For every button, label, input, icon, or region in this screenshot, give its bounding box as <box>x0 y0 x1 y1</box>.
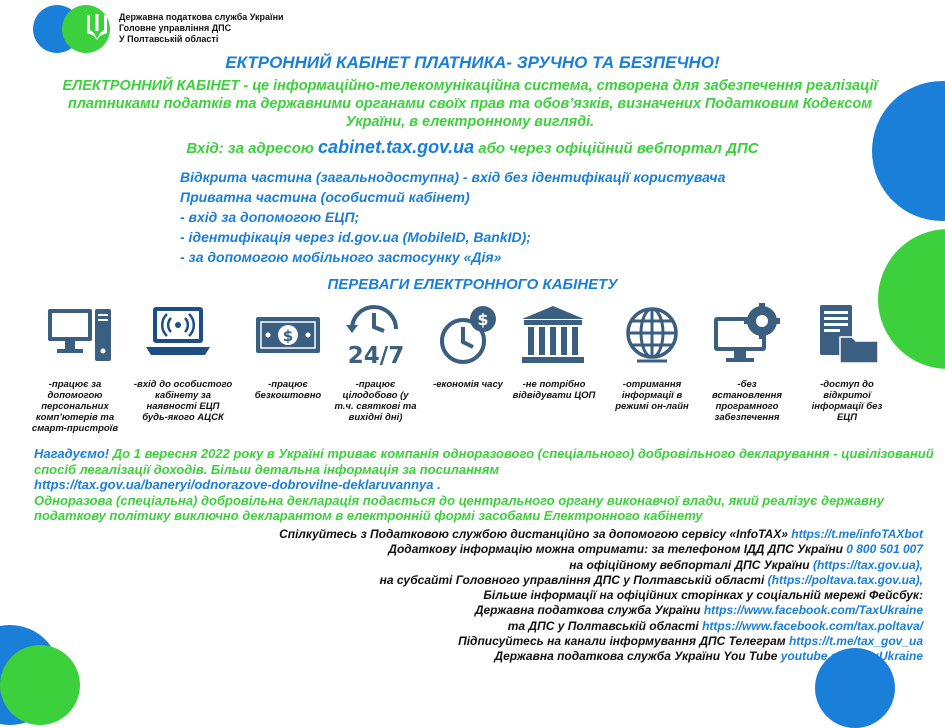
trident-icon <box>86 13 108 41</box>
benefit-caption-5: -економія часу <box>433 379 503 390</box>
contact-line-7-text: та ДПС у Полтавській області <box>507 618 699 633</box>
benefit-caption-1: -працює за допомогою персональних комп’ютерів та смарт-пристроїв <box>31 379 119 434</box>
access-item-diia: - за допомогою мобільного застосунку «Дія» <box>180 249 502 265</box>
laptop-signal-icon <box>143 303 213 367</box>
contact-line-6-text: Державна податкова служба України <box>474 603 701 618</box>
benefit-caption-2: -вхід до особистого кабінету за наявності ЕЦП будь-якого АЦСК <box>133 379 233 423</box>
open-part-text: Відкрита частина (загальнодоступна) - вхід без ідентифікації користувача <box>180 169 726 185</box>
contact-line-8 <box>43 634 923 649</box>
banknote-icon <box>253 303 323 367</box>
hotline-phone[interactable]: 0 800 501 007 <box>846 542 923 557</box>
contact-line-7 <box>43 619 923 634</box>
entry-suffix: або через офіційний вебпортал ДПС <box>478 140 759 157</box>
facebook-poltava-link[interactable]: https://www.facebook.com/tax.poltava/ <box>702 618 923 633</box>
contact-line-8-text: Підписуйтесь на канали інформування ДПС Телеграм <box>458 634 786 649</box>
org-line-3: У Полтавській області <box>119 34 219 44</box>
notice-text-1: До 1 вересня 2022 року в Україні триває компанія одноразового (спеціального) добровільного декларування - цивілізований спосіб легалізації доходів. Більш детальна інформація за посиланням <box>34 446 934 477</box>
benefit-caption-6: -не потрібно відвідувати ЦОП <box>512 379 596 401</box>
contact-line-6 <box>43 603 923 618</box>
youtube-link[interactable]: youtube.com/TaxUkraine <box>780 649 923 664</box>
org-line-2: Головне управління ДПС <box>119 23 232 33</box>
contacts-block <box>43 527 923 665</box>
globe-icon <box>617 303 687 367</box>
contact-line-9 <box>43 649 923 664</box>
notice-text-2: Одноразова (спеціальна) добровільна декларація подається до центрального органу виконавчої влади, який реалізує державну податкову політику виключно декларантом в електронній формі засобами Електронного кабінету <box>34 492 884 523</box>
benefits-title: ПЕРЕВАГИ ЕЛЕКТРОННОГО КАБІНЕТУ <box>327 276 618 293</box>
clock-coin-icon <box>433 303 503 367</box>
infotax-bot-link[interactable]: https://t.me/infoTAXbot <box>791 527 923 541</box>
entry-prefix: Вхід: за адресою <box>186 140 314 157</box>
contact-line-1-text: Спілкуйтесь з Податковою службою дистанційно за допомогою сервісу «InfoTAX» <box>279 527 788 541</box>
notice-block <box>34 446 934 524</box>
private-part-text: Приватна частина (особистий кабінет) <box>180 189 470 205</box>
benefit-caption-9: -доступ до відкритої інформації без ЕЦП <box>811 379 883 423</box>
monitor-gear-icon <box>712 303 782 367</box>
clock-247-icon <box>340 303 410 367</box>
svg-text:$: $ <box>477 310 489 329</box>
contact-line-3 <box>43 558 923 573</box>
contact-line-2-text: Додатковy інформацію можна отримати: за телефоном ІДД ДПС України <box>388 542 843 557</box>
contact-line-4-text: на субсайті Головного управління ДПС у Полтавській області <box>379 572 765 587</box>
benefit-caption-3: -працює безкоштовно <box>254 379 322 401</box>
access-block <box>180 167 725 267</box>
page-title: ЕКТРОННИЙ КАБІНЕТ ПЛАТНИКА- ЗРУЧНО ТА БЕЗПЕЧНО! <box>225 53 720 72</box>
computer-icon <box>45 303 115 367</box>
contact-line-2 <box>43 542 923 557</box>
benefit-caption-7: -отримання інформації в режимі он-лайн <box>615 379 689 412</box>
benefit-caption-8: -без встановлення програмного забезпечення <box>712 379 782 423</box>
intro-paragraph: ЕЛЕКТРОННИЙ КАБІНЕТ - це інформаційно-телекомунікаційна система, створена для забезпечення реалізації платниками податків та державними органами своїх прав та обов’язків, визначених Податковим Кодексом України, в електронному вигляді. <box>62 78 878 130</box>
contact-line-3-text: на офіційному вебпорталі ДПС України <box>569 557 810 572</box>
entry-line <box>0 137 945 158</box>
contact-line-5: Більше інформації на офіційних сторінках у соціальній мережі Фейсбук: <box>483 588 923 603</box>
telegram-channel-link[interactable]: https://t.me/tax_gov_ua <box>788 634 923 649</box>
poltava-tax-link[interactable]: (https://poltava.tax.gov.ua), <box>767 572 923 587</box>
contact-line-1 <box>43 527 923 542</box>
cabinet-url-link[interactable]: cabinet.tax.gov.ua <box>318 137 475 157</box>
facebook-taxukraine-link[interactable]: https://www.facebook.com/TaxUkraine <box>703 603 923 618</box>
building-icon <box>518 303 588 367</box>
contact-line-9-text: Державна податкова служба України You Tube <box>494 649 778 664</box>
tax-gov-link[interactable]: (https://tax.gov.ua), <box>812 557 923 572</box>
org-name <box>119 12 284 45</box>
svg-text:24/7: 24/7 <box>347 343 405 367</box>
contact-line-4 <box>43 573 923 588</box>
notice-label: Нагадуємо! <box>34 446 110 461</box>
access-item-ecp: - вхід за допомогою ЕЦП; <box>180 209 360 225</box>
benefit-caption-4: -працює цілодобово (у т.ч. святкові та вихідні дні) <box>334 379 417 423</box>
notice-link[interactable]: https://tax.gov.ua/baneryi/odnorazove-dobrovilne-deklaruvannya . <box>34 477 441 492</box>
benefits-row <box>0 303 945 443</box>
svg-text:$: $ <box>282 327 294 345</box>
access-item-idgov: - ідентифікація через id.gov.ua (MobileID, BankID); <box>180 229 531 245</box>
org-line-1: Державна податкова служба України <box>119 12 284 22</box>
documents-folder-icon <box>812 303 882 367</box>
